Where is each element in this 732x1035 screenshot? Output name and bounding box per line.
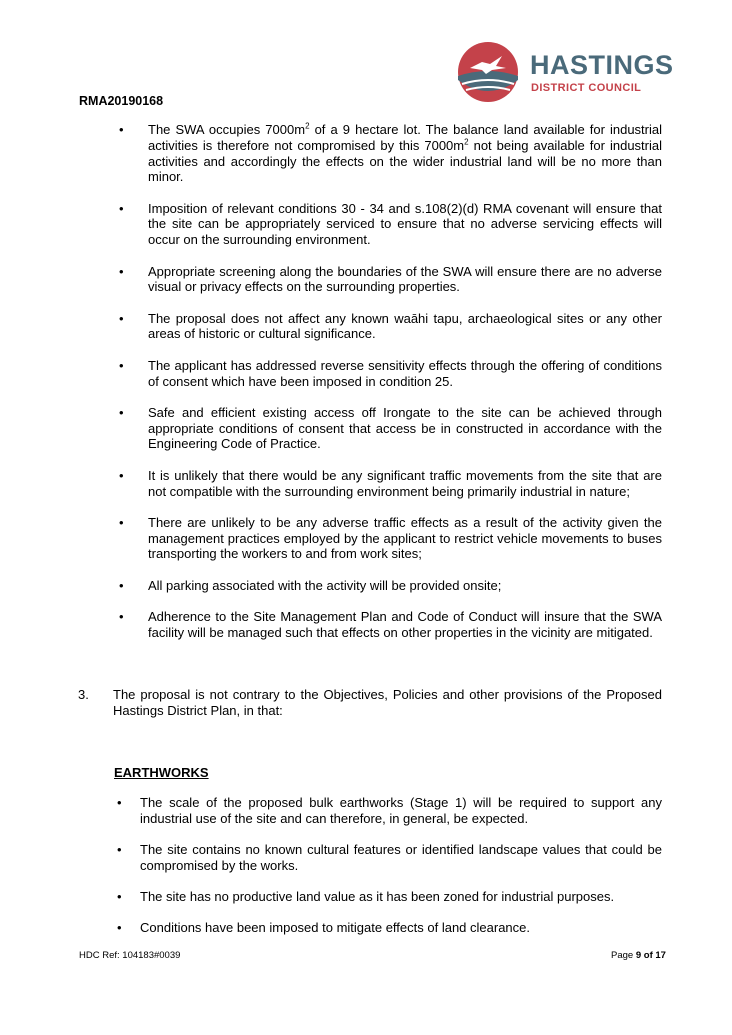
bullet-icon: • xyxy=(119,609,124,625)
list-item: • The SWA occupies $7000m^2$ of a 9 hectare lot. The balance land available for industrial activities is therefore not compromised by this $7000m^2$ not being available for industrial activities and accordingly the effects on the wider industrial land will be no more than minor. xyxy=(119,121,663,185)
bullet-list-earthworks xyxy=(114,795,662,952)
list-item: • Imposition of relevant conditions 30 - 34 and s.108(2)(d) RMA covenant will ensure that the site can be appropriately serviced to ensure that no adverse servicing effects will occur on the surrounding environment. xyxy=(119,200,662,248)
list-item: • The site has no productive land value as it has been zoned for industrial purposes. xyxy=(117,889,615,905)
bullet-icon: • xyxy=(119,404,124,420)
section-heading: EARTHWORKS xyxy=(114,765,209,780)
list-item: • The proposal does not affect any known waāhi tapu, archaeological sites or any other areas of historic or cultural significance. xyxy=(119,310,662,342)
page-indicator: Page 9 of 17 xyxy=(611,950,666,961)
numbered-paragraph xyxy=(78,687,662,719)
list-item: • The applicant has addressed reverse sensitivity effects through the offering of conditions of consent which have been imposed in condition 25. xyxy=(119,357,662,389)
bullet-icon: • xyxy=(119,577,124,593)
council-logo xyxy=(456,40,674,104)
bullet-icon: • xyxy=(119,467,124,483)
page-number: 9 xyxy=(635,950,642,961)
logo-title: HASTINGS xyxy=(530,50,674,80)
list-item: • Adherence to the Site Management Plan and Code of Conduct will insure that the SWA facility will be managed such that effects on other properties in the vicinity are mitigated. xyxy=(119,609,662,640)
page-total: of 17 xyxy=(641,950,666,961)
list-item: • Conditions have been imposed to mitigate effects of land clearance. xyxy=(117,920,530,936)
bullet-icon: • xyxy=(117,842,122,858)
list-item: • The site contains no known cultural features or identified landscape values that could be compromised by the works. xyxy=(117,842,662,873)
bullet-icon: • xyxy=(117,795,122,810)
document-reference: RMA20190168 xyxy=(79,94,164,108)
logo-subtitle: DISTRICT COUNCIL xyxy=(531,82,642,94)
bullet-icon: • xyxy=(119,200,124,216)
bullet-icon: • xyxy=(117,889,122,905)
council-emblem-icon xyxy=(456,40,522,104)
list-item: • It is unlikely that there would be any significant traffic movements from the site that are not compatible with the surrounding environment being primarily industrial in nature; xyxy=(119,467,662,499)
bullet-icon: • xyxy=(119,263,124,279)
bullet-icon: • xyxy=(117,920,122,936)
bullet-icon: • xyxy=(119,357,124,373)
bullet-list-conditions xyxy=(114,122,662,656)
bullet-icon: • xyxy=(119,310,124,326)
list-item: • Safe and efficient existing access off Irongate to the site can be achieved through appropriate conditions of consent that access be in constructed in accordance with the Engineering Code of Practice. xyxy=(119,404,662,452)
list-item: • Appropriate screening along the boundaries of the SWA will ensure there are no adverse visual or privacy effects on the surrounding properties. xyxy=(119,263,662,295)
paragraph-text: The proposal is not contrary to the Objectives, Policies and other provisions of the Proposed Hastings District Plan, in that: xyxy=(113,687,662,718)
list-item: • The scale of the proposed bulk earthworks (Stage 1) will be required to support any industrial use of the site and can therefore, in general, be expected. xyxy=(117,795,662,826)
list-item: • All parking associated with the activity will be provided onsite; xyxy=(119,577,502,593)
paragraph-number: 3. xyxy=(78,687,89,702)
bullet-icon: • xyxy=(119,122,124,137)
footer-reference: HDC Ref: 104183#0039 xyxy=(79,950,181,961)
list-item: • There are unlikely to be any adverse traffic effects as a result of the activity given the management practices employed by the applicant to restrict vehicle movements to buses transporting the workers to and from work sites; xyxy=(119,514,662,562)
bullet-icon: • xyxy=(119,514,124,530)
